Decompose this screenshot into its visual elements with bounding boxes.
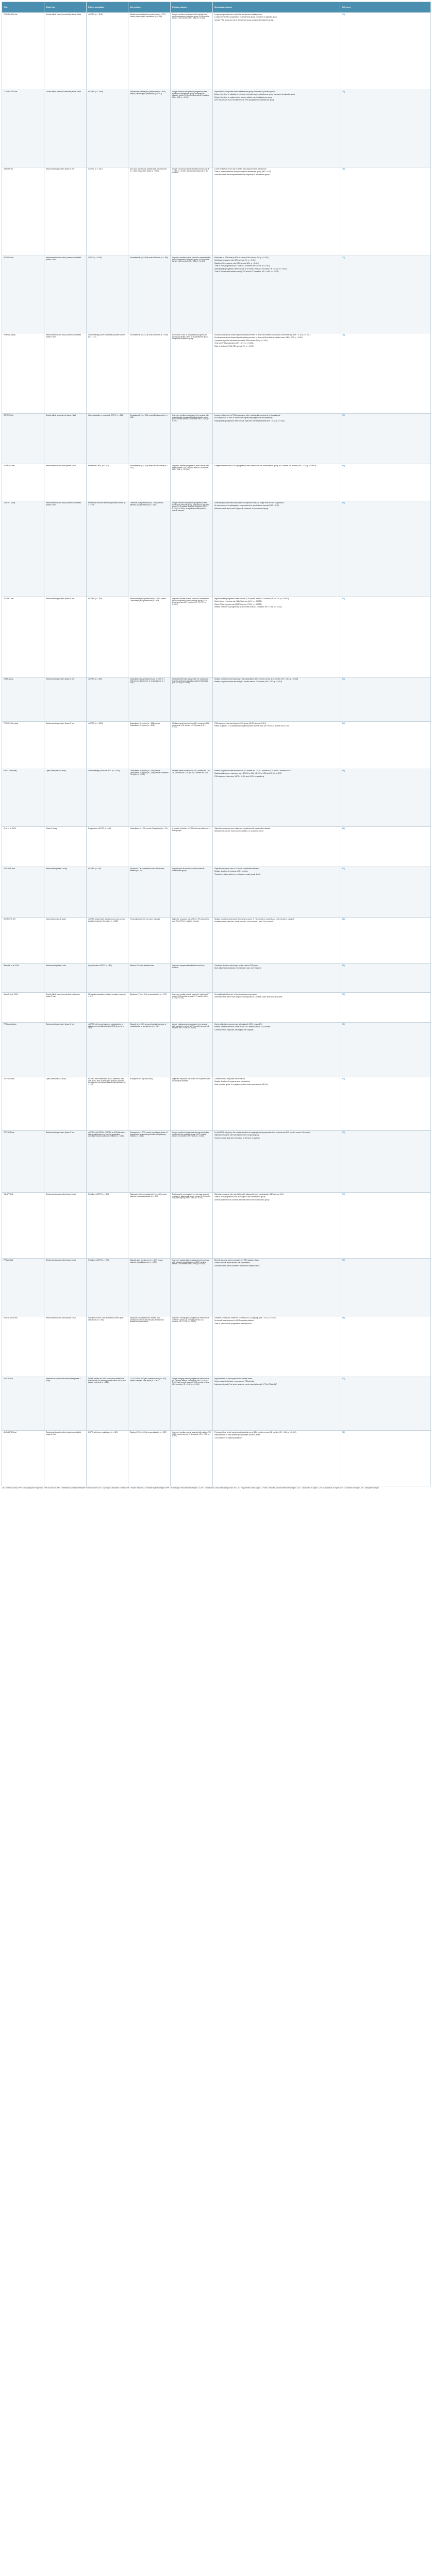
cell-patient-population: mCRPC with deleterious BRCA alteration after one or two lines of androgen receptor-directed therapy and one taxane-based chemotherapy (n = 115) bbox=[87, 1077, 128, 1131]
cell-secondary-outcome bbox=[213, 867, 340, 918]
cell-primary-outcome: Improved median progression-free survival with enzalutamide (15.7 months versus 5.8 months; HR = 0.44; p < 0.0001) bbox=[171, 464, 213, 501]
cell-intervention: Pembrolizumab 200 mg every 3 weeks bbox=[128, 918, 171, 964]
cell-patient-population: CRPC with bone metastases (n = 921) bbox=[87, 1431, 128, 1486]
cell-patient-population: Progressive mCRPC (n = 48) bbox=[87, 827, 128, 867]
cell-secondary-outcome bbox=[213, 722, 340, 769]
secondary-outcome-item: Rate of decline in PSA (78% versus 3%; p < 0.001) bbox=[214, 345, 254, 347]
cell-patient-population: First-line mCRPC (n = 805) bbox=[87, 1193, 128, 1259]
column-header-secondary-outcome: Secondary outcome bbox=[213, 2, 340, 13]
cell-trial: FIRSTANA study bbox=[2, 769, 44, 827]
column-header-trial: Trial bbox=[2, 2, 44, 13]
cell-reference[interactable]: [80] bbox=[340, 464, 431, 501]
cell-secondary-outcome bbox=[213, 1193, 340, 1259]
cell-trial: TRITON3 trial bbox=[2, 1131, 44, 1193]
secondary-outcome-item: Radiographic progression-free survival improved with enzalutamide (HR = 0.32; p < 0.001) bbox=[214, 419, 285, 422]
table-row bbox=[2, 13, 431, 90]
cell-secondary-outcome bbox=[213, 993, 340, 1023]
cell-primary-outcome: Improved symptomatic skeletal event-free survival bbox=[171, 964, 213, 993]
cell-secondary-outcome bbox=[213, 167, 340, 256]
cell-patient-population: mCRPC (n = 1088) bbox=[87, 90, 128, 167]
cell-primary-outcome: Longer median radiographic progression-free survival in orteronel group compared to placebo group (11.0 months versus 8.3 months; HR = 0.70; p < 0.001); no significant difference in overall survival bbox=[171, 501, 213, 597]
clinical-trials-table bbox=[2, 2, 431, 1486]
secondary-outcome-item: Objective responses were observed in patients with measurable disease bbox=[214, 827, 271, 829]
cell-study-type: Randomized phase 2 study bbox=[44, 867, 87, 918]
cell-study-type: Randomized double-blind phase 3 trial bbox=[44, 1259, 87, 1316]
cell-secondary-outcome bbox=[213, 1077, 340, 1131]
secondary-outcome-item: Time to PSA progression was prolonged in the combination group bbox=[214, 1196, 265, 1198]
table-row bbox=[2, 90, 431, 167]
cell-patient-population: mCRPC (n = 755) bbox=[87, 597, 128, 677]
secondary-outcome-item: Longer progression-free survival in abiraterone acetate group bbox=[214, 13, 262, 15]
secondary-outcome-item: In the BRCA subgroup, the median duration of imaging-based progression-free survival was 11.2 months versus 6.4 months bbox=[214, 1131, 310, 1133]
cell-patient-population: CRPC (n = 1199) bbox=[87, 256, 128, 333]
cell-reference[interactable]: [93] bbox=[340, 1131, 431, 1193]
cell-patient-population: First-line mCRPC with and without HRR gene alterations (n = 765) bbox=[87, 1316, 128, 1377]
secondary-outcome-item: Higher median progression-free survival (2.8 months versus 1.4 months; HR = 0.74; p < 0.0001) bbox=[214, 597, 289, 600]
cell-study-type: Randomized double-blind, placebo-controlled phase 3 trial bbox=[44, 501, 87, 597]
column-header-primary-outcome: Primary outcome bbox=[171, 2, 213, 13]
secondary-outcome-item: Improved PSA response rate in abiraterone group compared to placebo group bbox=[214, 90, 275, 93]
cell-study-type: International open-label randomized phase 3 study bbox=[44, 1377, 87, 1431]
secondary-outcome-item: A higher median time to PSA progression was observed in the enzalutamide group (19.4 versus 5.8 months; HR = 0.28; p < 0.0001) bbox=[214, 464, 317, 467]
table-container bbox=[2, 2, 430, 1490]
cell-study-type: Randomized open-label phase 3 trial bbox=[44, 1131, 87, 1193]
cell-reference[interactable]: [96] bbox=[340, 1316, 431, 1377]
secondary-outcome-item: Disease control rate was 10% in cohort 1, 9% in cohort 2 and 22% in cohort 3 bbox=[214, 921, 275, 923]
cell-study-type: Randomized open-label phase 3 trial bbox=[44, 1023, 87, 1077]
secondary-outcome-item: No benefit was observed in HRR-negative patients bbox=[214, 1319, 254, 1322]
cell-reference[interactable]: [91] bbox=[340, 1023, 431, 1077]
secondary-outcome-item: Radiographic tumor responses were 32.6% for C20, 41.6% for C25 and 30.9% for D75 bbox=[214, 772, 281, 775]
secondary-outcome-item: Quality-of-life response rate (43% versus 18%; p < 0.001) bbox=[214, 262, 259, 264]
column-header-intervention: Intervention bbox=[128, 2, 171, 13]
cell-reference[interactable]: [89] bbox=[340, 964, 431, 993]
secondary-outcome-item: Confirmed PSA response was higher with olaparib bbox=[214, 1028, 254, 1031]
secondary-outcome-item: 62% reduction in risk of median time to PSA progression in abiraterone group bbox=[214, 99, 274, 101]
cell-intervention: Cabazitaxel 20 mg/m² (n = 598) versus Cabazitaxel 25 mg/m² (n = 602) bbox=[128, 722, 171, 769]
cell-secondary-outcome bbox=[213, 964, 340, 993]
cell-patient-population: mCSPC (n = 1917) bbox=[87, 167, 128, 256]
cell-reference[interactable]: [79] bbox=[340, 414, 431, 464]
table-row bbox=[2, 964, 431, 993]
cell-trial: ALSYMPCA trial bbox=[2, 1431, 44, 1486]
table-row bbox=[2, 1131, 431, 1193]
cell-intervention: Rucaparib 600 mg twice daily bbox=[128, 1077, 171, 1131]
secondary-outcome-item: Treatment duration was longer for the radium-223 group bbox=[214, 964, 258, 967]
cell-secondary-outcome bbox=[213, 13, 340, 90]
cell-intervention: Abiraterone acetate plus prednisone (n = 546) versus placebo plus prednisone (n = 542) bbox=[128, 90, 171, 167]
secondary-outcome-item: Median duration of response was not reached bbox=[214, 1080, 250, 1083]
cell-trial: PROSELICA study bbox=[2, 722, 44, 769]
cell-study-type: Open-label phase 3 study bbox=[44, 769, 87, 827]
cell-secondary-outcome bbox=[213, 256, 340, 333]
cell-trial: TRITON2 trial bbox=[2, 1077, 44, 1131]
secondary-outcome-item: Objective response rate was higher with talazoparib plus enzalutamide (62% versus 44%) bbox=[214, 1193, 284, 1195]
secondary-outcome-item: Adverse events were more frequent with sipuleucel-T, mainly chills, fever and headache bbox=[214, 996, 283, 998]
cell-primary-outcome: Improved radiographic progression-free survival with olaparib plus abiraterone (24.8 months versus 16.6 months; HR = 0.66; p < 0.001) bbox=[171, 1259, 213, 1316]
cell-study-type: Open-label phase 2 study bbox=[44, 1077, 87, 1131]
secondary-outcome-item: Orteronel group showed improved PSA response rate and longer time to PSA progression bbox=[214, 501, 284, 504]
cell-intervention: Radium-223 (n = 614) versus placebo (n = 307) bbox=[128, 1431, 171, 1486]
cell-trial: TAK-557 study bbox=[2, 501, 44, 597]
table-row bbox=[2, 677, 431, 722]
cell-trial: VISION trial bbox=[2, 1377, 44, 1431]
cell-trial: AFFIRM trial bbox=[2, 256, 44, 333]
secondary-outcome-item: Adverse events were more frequently observed in the orteronel group bbox=[214, 507, 269, 510]
cell-patient-population: mCRPC treated with docetaxel and one or more targeted endocrine therapies (n = 258) bbox=[87, 918, 128, 964]
secondary-outcome-item: Median overall survival was longer with cabazitaxel (13.6 months versus 11.0 months; HR = 0.64; p = 0.008) bbox=[214, 677, 298, 680]
table-row bbox=[2, 722, 431, 769]
cell-reference[interactable]: [92] bbox=[340, 1077, 431, 1131]
cell-primary-outcome: Radiographic progression-free survival was not reached in talazoparib group versus 21.9 months in placebo group (HR = 0.63; p < 0.001) bbox=[171, 1193, 213, 1259]
cell-secondary-outcome bbox=[213, 90, 340, 167]
secondary-outcome-item: Longer time to PSA progression in abiraterone group compared to placebo group bbox=[214, 16, 277, 19]
secondary-outcome-item: Radiographic progression-free survival (8.3 months versus 2.9 months; HR = 0.40; p < 0.001) bbox=[214, 267, 287, 270]
cell-patient-population: PSMA-positive mCRPC previously treated with at least one AR pathway inhibitor and one or two taxane regimens (n = 831) bbox=[87, 1377, 128, 1431]
cell-study-type: Randomized open-label phase 3 trial bbox=[44, 167, 87, 256]
cell-study-type: Double-blind, randomized phase 2 trial bbox=[44, 414, 87, 464]
cell-intervention: Radium-223 plus standard care bbox=[128, 964, 171, 993]
cell-intervention: Cabazitaxel 20 mg/m² (n = 389) versus Cabazitaxel 25 mg/m² (n = 388) versus Docetaxel 75 mg/m² (n = 391) bbox=[128, 769, 171, 827]
cell-trial: COU-AA-301 trial bbox=[2, 13, 44, 90]
cell-patient-population: mCRPC (n = 1195) bbox=[87, 13, 128, 90]
cell-secondary-outcome bbox=[213, 501, 340, 597]
cell-patient-population: Non-metastatic or metastatic CRPC (n = 396) bbox=[87, 414, 128, 464]
secondary-outcome-item: Adverse events were experienced more frequently in abiraterone group bbox=[214, 173, 270, 176]
cell-secondary-outcome bbox=[213, 827, 340, 867]
table-row bbox=[2, 414, 431, 464]
table-row bbox=[2, 867, 431, 918]
cell-reference[interactable]: [77] bbox=[340, 256, 431, 333]
cell-primary-outcome: Clinical benefit rate was greater for cabazitaxel than for androgen-signaling-targeted inhibitors (HR = 0.54; p < 0.001) bbox=[171, 677, 213, 722]
cell-study-type: Randomized double-blind, placebo-controlled phase 3 trial bbox=[44, 333, 87, 414]
cell-secondary-outcome bbox=[213, 1259, 340, 1316]
secondary-outcome-item: Objective response rate of 22% with combination therapy bbox=[214, 867, 259, 870]
cell-primary-outcome: Longer median imaging-based progression-free survival in the rucaparib group (10.2 months versus 6.4 months; HR = 0.61; p < 0.001) bbox=[171, 1131, 213, 1193]
cell-reference[interactable]: [83] bbox=[340, 677, 431, 722]
cell-trial: MAGNITUDE trial bbox=[2, 1316, 44, 1377]
table-row bbox=[2, 256, 431, 333]
cell-trial: Kantoff et al. 2010 bbox=[2, 993, 44, 1023]
cell-reference[interactable]: [87] bbox=[340, 867, 431, 918]
secondary-outcome-item: Incidence of grade 3 or above adverse events was higher with 177Lu-PSMA-617 bbox=[214, 1383, 277, 1385]
cell-intervention: Cabazitaxel plus prednisone and G-CSF (n = 129) versus abiraterone or enzalutamide (n = 126) bbox=[128, 677, 171, 722]
cell-intervention: Niraparib plus abiraterone acetate and prednisone versus placebo plus abiraterone acetate and prednisone bbox=[128, 1316, 171, 1377]
secondary-outcome-item: Higher objective response rate with olaparib (33% versus 2%) bbox=[214, 1023, 262, 1025]
cell-patient-population: Chemotherapy-naïve mCRPC (n = 1168) bbox=[87, 769, 128, 827]
secondary-outcome-item: No significant difference in time to disease progression bbox=[214, 993, 257, 995]
secondary-outcome-item: Greatest benefit was observed in the BRCA1/2 subgroup (HR = 0.53; p = 0.001) bbox=[214, 1316, 277, 1319]
cell-reference[interactable]: [76] bbox=[340, 167, 431, 256]
table-row bbox=[2, 993, 431, 1023]
cell-reference[interactable]: [94] bbox=[340, 1193, 431, 1259]
cell-reference[interactable]: [90] bbox=[340, 993, 431, 1023]
secondary-outcome-item: Reduction in PSA level by 50% or more in 54% versus 2% (p < 0.001) bbox=[214, 256, 269, 259]
cell-reference[interactable]: [75] bbox=[340, 90, 431, 167]
cell-intervention: Enzalutamide (n = 800) versus Placebo (n = 399) bbox=[128, 256, 171, 333]
table-row bbox=[2, 827, 431, 867]
cell-primary-outcome: Improved median progression-free survival with enzalutamide compared to bicalutamide group (19.4 months versus 5.7 months; HR = 0.24; p < 0.001) bbox=[171, 414, 213, 464]
cell-secondary-outcome bbox=[213, 769, 340, 827]
cell-primary-outcome: Longer median radiographic progression-free survival in abiraterone group compared to placebo group (16.5 months versus 8.3 months; HR = 0.53; p < 0.001) bbox=[171, 90, 213, 167]
cell-patient-population: mCRPC (n = 255) bbox=[87, 677, 128, 722]
cell-trial: Cruz et al. 2012 bbox=[2, 827, 44, 867]
secondary-outcome-item: Higher tumor response rate (14.4% versus 4.4%; p = 0.0005) bbox=[214, 600, 262, 603]
cell-patient-population: Metastatic CRPC (n = 375) bbox=[87, 464, 128, 501]
cell-secondary-outcome bbox=[213, 1431, 340, 1486]
cell-intervention: Orteronel plus prednisone (n = 819) versus placebo plus prednisone (n = 420) bbox=[128, 501, 171, 597]
cell-reference[interactable]: [84] bbox=[340, 722, 431, 769]
cell-study-type: Randomized open-label phase 3 trial bbox=[44, 722, 87, 769]
cell-intervention: Enzalutamide (n = 184) versus Bicalutamide (n = 191) bbox=[128, 464, 171, 501]
secondary-outcome-item: Adverse events were consistent with known safety profiles bbox=[214, 1264, 260, 1267]
secondary-outcome-item: Overall survival trend favored the combination bbox=[214, 1262, 250, 1264]
cell-patient-population: mCRPC (n = 80) bbox=[87, 867, 128, 918]
cell-intervention: Talazoparib plus enzalutamide (n = 402) versus placebo plus enzalutamide (n = 403) bbox=[128, 1193, 171, 1259]
cell-patient-population: Symptomatic mCRPC (n = 82) bbox=[87, 964, 128, 993]
secondary-outcome-item: Time to PSA progression (8.3 versus 3.0 months; HR = 0.25; p < 0.001) bbox=[214, 265, 270, 267]
secondary-outcome-item: Time to symptomatic progression was improved bbox=[214, 1322, 252, 1325]
cell-primary-outcome: A notable reduction in PSA level was observed in both groups bbox=[171, 827, 213, 867]
column-header-reference: Reference bbox=[340, 2, 431, 13]
cell-trial: PREVAIL study bbox=[2, 333, 44, 414]
secondary-outcome-item: Higher rates of objective response and PSA decline bbox=[214, 1380, 255, 1383]
cell-study-type: Double-blind, placebo-controlled phase 3 trial bbox=[44, 90, 87, 167]
secondary-outcome-item: Anemia was the most common adverse event in the combination group bbox=[214, 1198, 270, 1201]
secondary-outcome-item: Improved time to first symptomatic skeletal event bbox=[214, 1377, 253, 1380]
cell-trial: STRIVE trial bbox=[2, 414, 44, 464]
table-footnote: OS = Overall Survival; rPFS = Radiographic Progression-Free Survival; mCRPC = Metastatic Castration-Resistant Prostate Cancer; ADT = Androgen Deprivation Therapy; HR = Hazard Ratio; PSA = Prostate-Specific Antigen; HRR = Homologous Recombination Repair; G-CSF = Granulocyte Colony-Stimulating Factor; PD-L1 = Programmed Death-Ligand 1; PSMA = Prostate-Specific Membrane Antigen; C20 = Cabazitaxel 20 mg/m²; C25 = Cabazitaxel 25 mg/m²; D75 = Docetaxel 75 mg/m²; AR = Androgen Receptor. bbox=[2, 1487, 379, 1489]
table-row bbox=[2, 769, 431, 827]
cell-study-type: Double-blind, placebo-controlled multicenter phase 3 trial bbox=[44, 993, 87, 1023]
cell-patient-population: mCRPC (n = 1200) bbox=[87, 722, 128, 769]
cell-trial: TROPIC trial bbox=[2, 597, 44, 677]
cell-reference[interactable]: [86] bbox=[340, 827, 431, 867]
cell-study-type: Randomized double-blind phase 2 trial bbox=[44, 464, 87, 501]
secondary-outcome-item: Complete or partial soft-tissue response (59% versus 5%; p < 0.001) bbox=[214, 339, 268, 342]
table-header bbox=[2, 2, 431, 13]
cell-reference[interactable]: [78] bbox=[340, 333, 431, 414]
cell-trial: PROpel trial bbox=[2, 1259, 44, 1316]
table-row bbox=[2, 167, 431, 256]
cell-trial: STAMPEDE bbox=[2, 167, 44, 256]
secondary-outcome-item: Higher PSA response rate (39.2% versus 17.8%; p = 0.0002) bbox=[214, 603, 262, 605]
secondary-outcome-item: Longer median time to PSA progression with enzalutamide compared to bicalutamide bbox=[214, 414, 280, 416]
cell-secondary-outcome bbox=[213, 464, 340, 501]
cell-reference[interactable]: [81] bbox=[340, 501, 431, 597]
cell-study-type: Randomized double-blind, placebo-controlled phase 3 trial bbox=[44, 1431, 87, 1486]
secondary-outcome-item: Median progression-free survival was 4.4 months in C20, 5.1 months in C25 and 5.3 months in D75 bbox=[214, 769, 292, 772]
cell-primary-outcome: Longer median overall survival in abiraterone group compared to placebo group (14.8 months versus 10.9 months; HR = 0.65; p < 0.001) bbox=[171, 13, 213, 90]
cell-intervention: Abiraterone acetate plus prednisone (n = 797) versus placebo plus prednisone (n = 398) bbox=[128, 13, 171, 90]
cell-intervention: Mitoxantrone plus prednisone (n = 377) versus Cabazitaxel plus prednisone (n = 378) bbox=[128, 597, 171, 677]
cell-patient-population: mCRPC with BRCA1, BRCA2 or ATM alteration after progression on a second-generation androgen receptor pathway inhibitor (n = 405) bbox=[87, 1131, 128, 1193]
secondary-outcome-item: Delay in the time to initiation of cytotoxic chemotherapy in abiraterone group compared to placebo group bbox=[214, 93, 295, 96]
cell-primary-outcome: Median overall survival was 24.5 months for C20, 25.2 months for C25 and 24.3 months for D75 bbox=[171, 769, 213, 827]
cell-intervention: Cabazitaxel (n = 74) versus Cabazitaxel (n = 20) bbox=[128, 827, 171, 867]
cell-intervention: Enzalutamide (n = 198) versus Bicalutamide (n = 198) bbox=[128, 414, 171, 464]
cell-trial: PROfound study bbox=[2, 1023, 44, 1077]
table-row bbox=[2, 333, 431, 414]
table-row bbox=[2, 918, 431, 964]
secondary-outcome-item: Low incidence of myelosuppression bbox=[214, 1436, 242, 1439]
cell-secondary-outcome bbox=[213, 1023, 340, 1077]
cell-study-type: Randomized double-blind phase 3 trial bbox=[44, 1316, 87, 1377]
table-row bbox=[2, 1023, 431, 1077]
cell-primary-outcome: Improved median overall survival in sipuleucel-T group (25.8 months versus 21.7 months; HR = 0.78; p = 0.03) bbox=[171, 993, 213, 1023]
cell-secondary-outcome bbox=[213, 677, 340, 722]
secondary-outcome-item: Rates of grade 3 or 4 treatment-emergent adverse events were 39.7% in C20 and 54.5% in C25 bbox=[214, 725, 289, 727]
cell-study-type: Randomized double-blind phase 3 trial bbox=[44, 1193, 87, 1259]
cell-primary-outcome: Objective response rate of 43.5% in patients with measurable disease bbox=[171, 1077, 213, 1131]
cell-secondary-outcome bbox=[213, 1377, 340, 1431]
table-row bbox=[2, 1316, 431, 1377]
cell-reference[interactable]: [98] bbox=[340, 1431, 431, 1486]
table-row bbox=[2, 464, 431, 501]
table-row bbox=[2, 1193, 431, 1259]
secondary-outcome-item: Greater PSA response rate in abiraterone group compared to placebo group bbox=[214, 19, 274, 21]
cell-secondary-outcome bbox=[213, 597, 340, 677]
secondary-outcome-item: Objective response rate was higher in the rucaparib group bbox=[214, 1134, 260, 1137]
cell-secondary-outcome bbox=[213, 333, 340, 414]
cell-primary-outcome: Reduction in risk of radiographic progression (81%) and death (29%) in enzalutamide group compared to placebo group bbox=[171, 333, 213, 414]
secondary-outcome-item: PSA response rates were 34.7%, 41.3% and 43.0% respectively bbox=[214, 775, 264, 777]
cell-reference[interactable]: [97] bbox=[340, 1377, 431, 1431]
secondary-outcome-item: Neutropenia was the most common grade 3 or 4 adverse event bbox=[214, 830, 263, 833]
table-row bbox=[2, 1431, 431, 1486]
secondary-outcome-item: Time until PSA progression (HR = 0.17; p < 0.001) bbox=[214, 342, 254, 345]
cell-study-type: Randomized phase 2 trial bbox=[44, 964, 87, 993]
cell-intervention: ADT plus abiraterone acetate plus prednisolone (n = 960) versus ADT alone (n = 957) bbox=[128, 167, 171, 256]
cell-primary-outcome: Objective response rate of 5% in PD-L1 positive and 3% in PD-L1 negative cohorts bbox=[171, 918, 213, 964]
cell-study-type: Randomized open-label phase 3 trial bbox=[44, 677, 87, 722]
cell-trial: Samnick et al. 2019 bbox=[2, 964, 44, 993]
secondary-outcome-item: Median progression-free survival (4.4 months versus 2.7 months; HR = 0.52; p < 0.001) bbox=[214, 681, 283, 683]
secondary-outcome-item: Benefit was observed irrespective of HRR mutation status bbox=[214, 1259, 259, 1261]
cell-trial: ZEMYDIB trial bbox=[2, 867, 44, 918]
secondary-outcome-item: Delay in the time to opiate use for cancer-related pain in abiraterone group bbox=[214, 96, 272, 98]
cell-trial: CARD study bbox=[2, 677, 44, 722]
secondary-outcome-item: Confirmed PSA response rate of 54.8% bbox=[214, 1077, 245, 1080]
cell-patient-population: Metastatic hormone-sensitive prostate cancer (n = 1279) bbox=[87, 501, 128, 597]
table-body bbox=[2, 13, 431, 1486]
cell-primary-outcome: Longer overall survival in abiraterone group (HR = 0.63; p < 0.001) with median follow-up of 40 months bbox=[171, 167, 213, 256]
secondary-outcome-item: PSA responses of 50% or more were significantly higher with enzalutamide bbox=[214, 417, 273, 419]
cell-study-type: Randomized open-label phase 3 trial bbox=[44, 597, 87, 677]
cell-intervention: Sipuleucel-T in combination with abiraterone acetate (n = 40) bbox=[128, 867, 171, 918]
cell-patient-population: Metastatic castration-resistant prostate cancer (n = 512) bbox=[87, 993, 128, 1023]
cell-intervention: Rucaparib (n = 270) versus physician's choice of docetaxel or a second-generation AR pathway inhibitor (n = 135) bbox=[128, 1131, 171, 1193]
cell-primary-outcome: Median overall survival was 13.4 months in C20 group and 14.5 months in C25 group (HR = 1.024) bbox=[171, 722, 213, 769]
secondary-outcome-item: Median time to PSA progression (6.4 months versus 3.1 months; HR = 0.75; p = 0.001) bbox=[214, 606, 282, 608]
secondary-outcome-item: Improvements in total alkaline phosphatase and PSA levels bbox=[214, 1434, 260, 1436]
cell-primary-outcome: Longer radiographic progression-free survival with olaparib in cohort A (7.4 months versus 3.6 months; HR = 0.34; p < 0.001) bbox=[171, 1023, 213, 1077]
secondary-outcome-item: PSA response rate was higher in C25 group (42.9% versus 29.5%) bbox=[214, 722, 267, 724]
cell-intervention: Enzalutamide (n = 872) versus Placebo (n = 845) bbox=[128, 333, 171, 414]
cell-primary-outcome: Improvement in median overall survival in combination group bbox=[171, 867, 213, 918]
secondary-outcome-item: Median overall survival in cohort A was 18.5 months versus 15.1 months bbox=[214, 1026, 271, 1028]
cell-trial: KEYNOTE-199 bbox=[2, 918, 44, 964]
cell-trial: TERRAIN trial bbox=[2, 464, 44, 501]
cell-reference[interactable]: [95] bbox=[340, 1259, 431, 1316]
secondary-outcome-item: A 40% reduction in the rate of death was observed with abiraterone bbox=[214, 167, 267, 170]
secondary-outcome-item: Prolonged time to first symptomatic skeletal event (15.6 months versus 9.8 months; HR = 0.66; p < 0.001) bbox=[214, 1431, 296, 1433]
cell-intervention: 177Lu-PSMA-617 plus standard care (n = 551) versus standard care alone (n = 280) bbox=[128, 1377, 171, 1431]
secondary-outcome-item: An improvement in radiographic progression-free survival was reported (HR = 0.70) bbox=[214, 504, 279, 507]
secondary-outcome-item: Treatment-related adverse events were mostly grade 1 or 2 bbox=[214, 873, 261, 875]
cell-reference[interactable]: [82] bbox=[340, 597, 431, 677]
table-row bbox=[2, 1259, 431, 1316]
secondary-outcome-item: Median overall survival was 9.5 months in cohort 1, 7.9 months in cohort 2 and 14.1 months in cohort 3 bbox=[214, 918, 294, 920]
column-header-patient-population: Patient population bbox=[87, 2, 128, 13]
cell-primary-outcome: Improved median overall survival with radium-223 (14.9 months versus 11.3 months; HR = 0.70; p < 0.001) bbox=[171, 1431, 213, 1486]
cell-patient-population: mCRPC with progression on enzalutamide or abiraterone and alterations in HRR genes (n = 387) bbox=[87, 1023, 128, 1077]
cell-secondary-outcome bbox=[213, 1131, 340, 1193]
secondary-outcome-item: Most common grade 3 or greater adverse event was anemia (25.2%) bbox=[214, 1083, 268, 1086]
cell-trial: TALAPRO-2 bbox=[2, 1193, 44, 1259]
secondary-outcome-item: Time to treatment failure was prolonged in abiraterone group (HR = 0.29) bbox=[214, 171, 271, 173]
cell-patient-population: First-line mCRPC (n = 796) bbox=[87, 1259, 128, 1316]
cell-reference[interactable]: [88] bbox=[340, 918, 431, 964]
table-row bbox=[2, 501, 431, 597]
cell-primary-outcome: Improved median overall survival in cabazitaxel group compared to mitoxantrone group (15.1 months versus 12.7 months; HR = 0.70; p < 0.0001) bbox=[171, 597, 213, 677]
cell-secondary-outcome bbox=[213, 918, 340, 964]
cell-primary-outcome: Improved radiographic progression-free survival in HRR+ cohort (16.5 months versus 13.7 months; HR = 0.73; p = 0.022) bbox=[171, 1316, 213, 1377]
secondary-outcome-item: Soft-tissue response rate (29% versus 4%; p < 0.001) bbox=[214, 259, 256, 262]
cell-patient-population: Chemotherapy-naive metastatic prostate cancer (n = 1717) bbox=[87, 333, 128, 414]
header-row bbox=[2, 2, 431, 13]
table-row bbox=[2, 1077, 431, 1131]
column-header-study-type: Study type bbox=[44, 2, 87, 13]
table-row bbox=[2, 597, 431, 677]
cell-reference[interactable]: [85] bbox=[340, 769, 431, 827]
cell-secondary-outcome bbox=[213, 1316, 340, 1377]
cell-primary-outcome: Improved median overall survival in enzalutamide group compared to placebo group (18.4 months versus 13.6 months; HR = 0.63; p < 0.001) bbox=[171, 256, 213, 333]
secondary-outcome-item: Median duration of response of 9.1 months bbox=[214, 870, 248, 873]
cell-intervention: Olaparib (n = 256) versus physician's choice of enzalutamide or abiraterone (n = 131) bbox=[128, 1023, 171, 1077]
table-row bbox=[2, 1377, 431, 1431]
cell-intervention: Olaparib plus abiraterone (n = 399) versus placebo plus abiraterone (n = 397) bbox=[128, 1259, 171, 1316]
cell-study-type: Double-blind, placebo-controlled phase 3 trial bbox=[44, 13, 87, 90]
secondary-outcome-item: Bone alkaline phosphatase normalization was more frequent bbox=[214, 967, 261, 970]
secondary-outcome-item: Enzalutamide group showed significant improvement in time until first skeletal-related event (HR = 0.72; p < 0.001) bbox=[214, 336, 303, 339]
cell-primary-outcome: Longer imaging-based progression-free survival (8.7 months versus 3.4 months; HR = 0.40; p < 0.001) and overall survival (15.3 months versus 11.3 months; HR = 0.62; p < 0.001) bbox=[171, 1377, 213, 1431]
cell-trial: COU-AA-302 trial bbox=[2, 90, 44, 167]
secondary-outcome-item: Enzalutamide group showed significant improvement in time until initiation of cytotoxic chemotherapy (HR = 0.35; p < 0.001) bbox=[214, 333, 310, 336]
cell-study-type: Phase 2 study bbox=[44, 827, 87, 867]
cell-study-type: Randomized double-blind, placebo-controlled phase 3 trial bbox=[44, 256, 87, 333]
cell-secondary-outcome bbox=[213, 414, 340, 464]
cell-reference[interactable]: [74] bbox=[340, 13, 431, 90]
cell-intervention: Sipuleucel-T (n = 341) versus placebo (n = 171) bbox=[128, 993, 171, 1023]
secondary-outcome-item: Time to first skeletal-related event (16.7 versus 13.3 months; HR = 0.69; p < 0.001) bbox=[214, 270, 279, 273]
secondary-outcome-item: Overall survival data were immature at the time of analysis bbox=[214, 1137, 260, 1139]
cell-study-type: Open-label phase 2 study bbox=[44, 918, 87, 964]
